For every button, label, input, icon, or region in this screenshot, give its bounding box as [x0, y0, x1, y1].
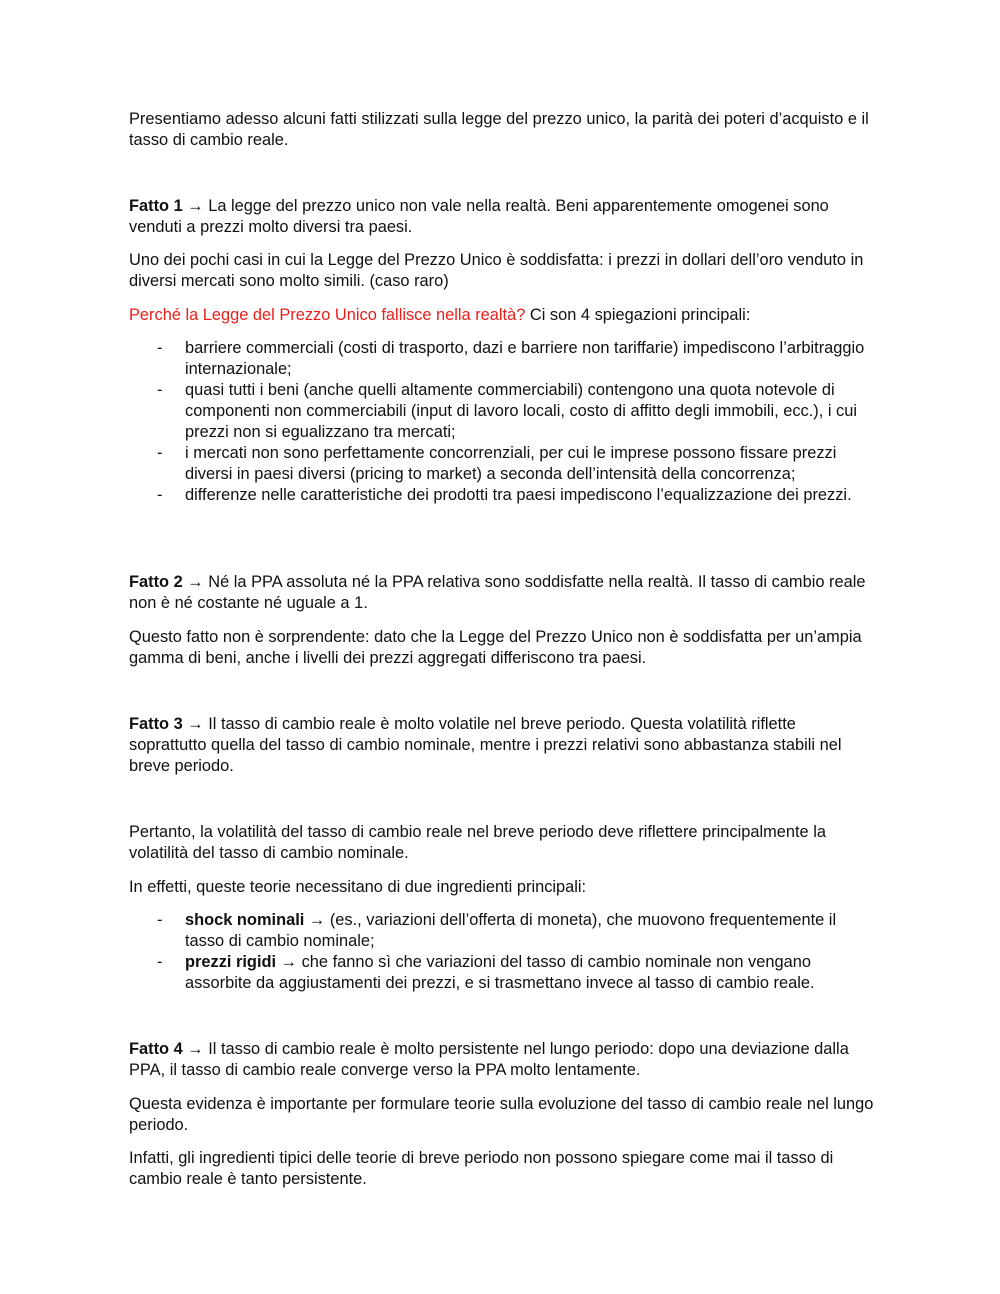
arrow-icon: →	[280, 953, 298, 971]
intro-paragraph: Presentiamo adesso alcuni fatti stilizzati sulla legge del prezzo unico, la parità dei poteri d’acquisto e il tasso di cambio reale.	[129, 110, 869, 149]
fatto1-question: Perché la Legge del Prezzo Unico fallisce nella realtà?	[129, 306, 526, 324]
fatto2-paragraph: Questo fatto non è sorprendente: dato che la Legge del Prezzo Unico non è soddisfatta per un’ampia gamma di beni, anche i livelli dei prezzi aggregati differiscono tra paesi.	[129, 628, 862, 667]
arrow-icon: →	[187, 573, 204, 591]
dash-bullet: -	[157, 953, 163, 971]
fatto3-paragraph-1: Pertanto, la volatilità del tasso di cambio reale nel breve periodo deve riflettere principalmente la volatilità del tasso di cambio nominale.	[129, 823, 826, 862]
arrow-icon: →	[187, 197, 204, 215]
fatto4-label: Fatto 4	[129, 1040, 183, 1058]
fatto3-text: Il tasso di cambio reale è molto volatile nel breve periodo. Questa volatilità riflette soprattutto quella del tasso di cambio nominale, mentre i prezzi relativi sono abbastanza stabili nel breve periodo.	[129, 715, 842, 775]
dash-bullet: -	[157, 486, 163, 504]
fatto1-text: La legge del prezzo unico non vale nella realtà. Beni apparentemente omogenei sono venduti a prezzi molto diversi tra paesi.	[129, 197, 829, 236]
dash-bullet: -	[157, 444, 163, 462]
fatto3-statement	[129, 714, 874, 777]
fatto3-ingredients-list	[129, 910, 874, 994]
fatto4-paragraph-2: Infatti, gli ingredienti tipici delle teorie di breve periodo non possono spiegare come mai il tasso di cambio reale è tanto persistente.	[129, 1149, 834, 1188]
list-item: - barriere commerciali (costi di trasporto, dazi e barriere non tariffarie) impediscono l’arbitraggio internazionale;	[157, 339, 865, 378]
fatto2-statement	[129, 572, 874, 614]
dash-bullet: -	[157, 381, 163, 399]
dash-bullet: -	[157, 911, 163, 929]
list-item: - shock nominali → (es., variazioni dell’offerta di moneta), che muovono frequentemente il tasso di cambio nominale;	[157, 911, 837, 950]
list-item: - quasi tutti i beni (anche quelli altamente commerciabili) contengono una quota notevole di componenti non commerciabili (input di lavoro locali, costo di affitto degli immobili, ecc.), i cui prezzi non si egualizzano tra mercati;	[157, 381, 858, 441]
fatto3-paragraph-2: In effetti, queste teorie necessitano di due ingredienti principali:	[129, 878, 587, 896]
fatto4-paragraph-1: Questa evidenza è importante per formulare teorie sulla evoluzione del tasso di cambio reale nel lungo periodo.	[129, 1095, 874, 1134]
arrow-icon: →	[187, 715, 204, 733]
fatto1-paragraph: Uno dei pochi casi in cui la Legge del Prezzo Unico è soddisfatta: i prezzi in dollari dell’oro venduto in diversi mercati sono molto simili. (caso raro)	[129, 251, 864, 290]
fatto3-label: Fatto 3	[129, 715, 183, 733]
list-item: - i mercati non sono perfettamente concorrenziali, per cui le imprese possono fissare prezzi diversi in paesi diversi (pricing to market) a seconda dell’intensità della concorrenza;	[157, 444, 837, 483]
arrow-icon: →	[187, 1040, 204, 1058]
fatto4-text: Il tasso di cambio reale è molto persistente nel lungo periodo: dopo una deviazione dalla PPA, il tasso di cambio reale converge verso la PPA molto lentamente.	[129, 1040, 849, 1079]
fatto1-explanations-list	[129, 338, 874, 506]
fatto1-question-paragraph	[129, 305, 874, 326]
list-item: - prezzi rigidi → che fanno sì che variazioni del tasso di cambio nominale non vengano assorbite da aggiustamenti dei prezzi, e si trasmettano invece al tasso di cambio reale.	[157, 953, 815, 992]
fatto1-statement	[129, 196, 874, 238]
fatto1-question-tail: Ci son 4 spiegazioni principali:	[525, 306, 751, 324]
fatto4-statement	[129, 1039, 874, 1081]
dash-bullet: -	[157, 339, 163, 357]
list-item: - differenze nelle caratteristiche dei prodotti tra paesi impediscono l’equalizzazione dei prezzi.	[157, 486, 852, 504]
fatto1-label: Fatto 1	[129, 197, 183, 215]
arrow-icon: →	[308, 911, 326, 929]
fatto2-text: Né la PPA assoluta né la PPA relativa sono soddisfatte nella realtà. Il tasso di cambio reale non è né costante né uguale a 1.	[129, 573, 866, 612]
fatto2-label: Fatto 2	[129, 573, 183, 591]
